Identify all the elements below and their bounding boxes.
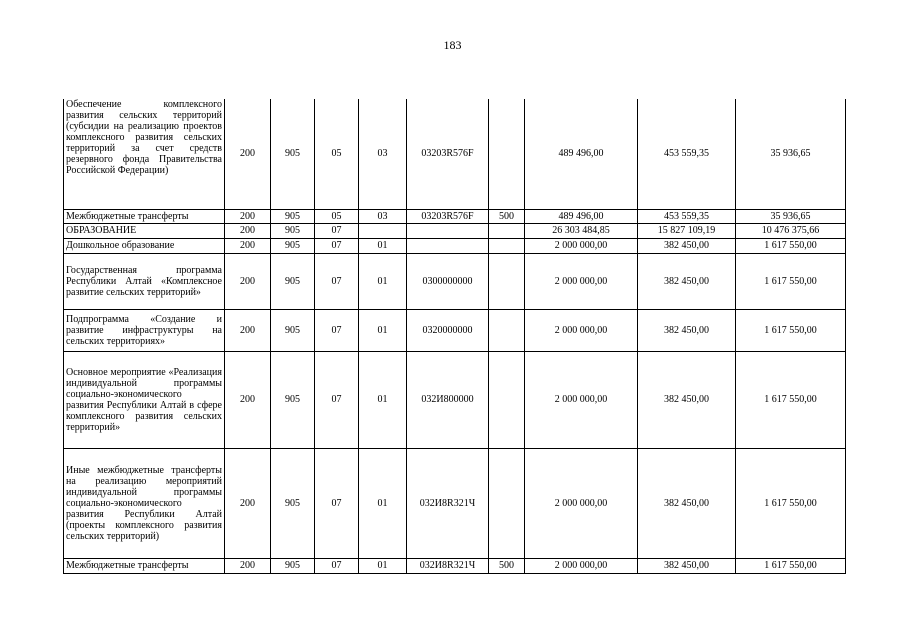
row-section-code: 07 [315, 309, 359, 351]
row-amount-remaining: 1 617 550,00 [736, 238, 846, 253]
row-amount-executed: 453 559,35 [638, 99, 736, 209]
row-subsection-code: 01 [359, 448, 407, 558]
page-number: 183 [443, 38, 462, 52]
row-section-code: 05 [315, 99, 359, 209]
row-ministry-code: 905 [271, 558, 315, 573]
row-ministry-code: 905 [271, 309, 315, 351]
row-expense-type [489, 223, 525, 238]
row-amount-remaining: 35 936,65 [736, 209, 846, 223]
row-amount-executed: 453 559,35 [638, 209, 736, 223]
row-amount-remaining: 1 617 550,00 [736, 351, 846, 448]
row-ministry-code: 905 [271, 238, 315, 253]
row-expense-type [489, 448, 525, 558]
row-target-article [407, 238, 489, 253]
row-name: Государственная программа Республики Алтай «Комплексное развитие сельских территорий» [64, 253, 225, 309]
table-row [64, 309, 846, 351]
row-amount-planned: 2 000 000,00 [525, 309, 638, 351]
table-row [64, 238, 846, 253]
row-subsection-code: 01 [359, 558, 407, 573]
row-amount-planned: 2 000 000,00 [525, 448, 638, 558]
row-admin-code: 200 [225, 253, 271, 309]
row-ministry-code: 905 [271, 209, 315, 223]
row-name: Межбюджетные трансферты [64, 558, 225, 573]
row-section-code: 07 [315, 223, 359, 238]
row-target-article [407, 223, 489, 238]
row-expense-type: 500 [489, 209, 525, 223]
row-name: Обеспечение комплексного развития сельских территорий (субсидии на реализацию проектов комплексного развития сельских территорий за счет средств резервного фонда Правительства Российской Федерации) [64, 99, 225, 209]
row-name: Основное мероприятие «Реализация индивидуальной программы социально-экономического развития Республики Алтай в сфере комплексного развития сельских территорий» [64, 351, 225, 448]
row-name: Дошкольное образование [64, 238, 225, 253]
row-name: ОБРАЗОВАНИЕ [64, 223, 225, 238]
row-expense-type [489, 238, 525, 253]
row-amount-executed: 382 450,00 [638, 253, 736, 309]
row-admin-code: 200 [225, 558, 271, 573]
table-row [64, 448, 846, 558]
row-section-code: 07 [315, 558, 359, 573]
row-section-code: 07 [315, 238, 359, 253]
row-admin-code: 200 [225, 99, 271, 209]
row-section-code: 07 [315, 448, 359, 558]
row-amount-executed: 382 450,00 [638, 351, 736, 448]
table-row [64, 99, 846, 209]
row-amount-planned: 489 496,00 [525, 209, 638, 223]
row-amount-remaining: 10 476 375,66 [736, 223, 846, 238]
row-amount-remaining: 1 617 550,00 [736, 253, 846, 309]
row-target-article: 032И8R321Ч [407, 558, 489, 573]
budget-table [63, 99, 846, 574]
row-amount-executed: 382 450,00 [638, 558, 736, 573]
row-expense-type [489, 253, 525, 309]
row-ministry-code: 905 [271, 448, 315, 558]
row-section-code: 07 [315, 253, 359, 309]
row-admin-code: 200 [225, 351, 271, 448]
row-amount-remaining: 35 936,65 [736, 99, 846, 209]
table-row [64, 558, 846, 573]
row-name: Подпрограмма «Создание и развитие инфраструктуры на сельских территориях» [64, 309, 225, 351]
row-target-article: 03203R576F [407, 209, 489, 223]
row-ministry-code: 905 [271, 99, 315, 209]
table-row [64, 253, 846, 309]
row-subsection-code: 03 [359, 99, 407, 209]
row-amount-planned: 26 303 484,85 [525, 223, 638, 238]
row-name: Межбюджетные трансферты [64, 209, 225, 223]
row-admin-code: 200 [225, 309, 271, 351]
row-expense-type: 500 [489, 558, 525, 573]
row-ministry-code: 905 [271, 253, 315, 309]
row-amount-remaining: 1 617 550,00 [736, 558, 846, 573]
row-subsection-code: 01 [359, 253, 407, 309]
row-subsection-code: 01 [359, 351, 407, 448]
row-amount-remaining: 1 617 550,00 [736, 448, 846, 558]
row-subsection-code: 01 [359, 238, 407, 253]
row-subsection-code [359, 223, 407, 238]
row-amount-planned: 2 000 000,00 [525, 351, 638, 448]
row-target-article: 032И8R321Ч [407, 448, 489, 558]
row-admin-code: 200 [225, 223, 271, 238]
table-row [64, 351, 846, 448]
row-expense-type [489, 99, 525, 209]
row-name: Иные межбюджетные трансферты на реализацию мероприятий индивидуальной программы социально-экономического развития Республики Алтай (проекты комплексного развития сельских территорий) [64, 448, 225, 558]
row-expense-type [489, 351, 525, 448]
row-amount-remaining: 1 617 550,00 [736, 309, 846, 351]
row-expense-type [489, 309, 525, 351]
row-target-article: 0300000000 [407, 253, 489, 309]
row-ministry-code: 905 [271, 351, 315, 448]
table-row [64, 209, 846, 223]
row-amount-planned: 2 000 000,00 [525, 253, 638, 309]
row-section-code: 05 [315, 209, 359, 223]
row-amount-planned: 489 496,00 [525, 99, 638, 209]
row-target-article: 03203R576F [407, 99, 489, 209]
row-amount-planned: 2 000 000,00 [525, 558, 638, 573]
row-amount-executed: 382 450,00 [638, 448, 736, 558]
row-target-article: 032И800000 [407, 351, 489, 448]
row-subsection-code: 01 [359, 309, 407, 351]
row-amount-executed: 382 450,00 [638, 238, 736, 253]
row-amount-planned: 2 000 000,00 [525, 238, 638, 253]
row-amount-executed: 382 450,00 [638, 309, 736, 351]
table-row [64, 223, 846, 238]
row-amount-executed: 15 827 109,19 [638, 223, 736, 238]
row-ministry-code: 905 [271, 223, 315, 238]
row-admin-code: 200 [225, 448, 271, 558]
row-target-article: 0320000000 [407, 309, 489, 351]
row-subsection-code: 03 [359, 209, 407, 223]
row-section-code: 07 [315, 351, 359, 448]
row-admin-code: 200 [225, 238, 271, 253]
row-admin-code: 200 [225, 209, 271, 223]
